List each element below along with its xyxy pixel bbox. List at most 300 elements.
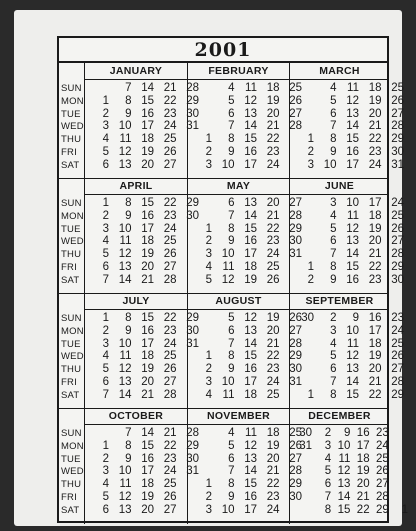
weekday-label: FRI [61,262,77,273]
day-number: 27 [289,324,302,337]
day-number: 3 [307,158,314,171]
day-number: 22 [266,133,280,146]
day-number: 10 [118,120,132,133]
day-number: 8 [125,312,132,324]
day-number: 10 [337,439,351,452]
day-number: 26 [163,491,177,503]
day-number: 26 [289,312,302,324]
day-number: 9 [330,146,337,158]
day-number: 27 [391,363,404,376]
weekday-label: FRI [61,147,77,158]
day-number: 24 [163,465,177,478]
day-number: 3 [330,197,337,209]
day-number: 24 [266,376,280,388]
day-number: 2 [330,312,337,324]
day-number: 1 [307,133,314,146]
day-number: 30 [391,273,404,286]
quarter-row [59,178,404,294]
day-number: 7 [125,82,132,94]
day-number: 15 [141,94,154,107]
day-number: 19 [368,94,382,107]
day-number: 10 [118,337,132,350]
day-number: 20 [266,324,280,337]
day-number: 17 [141,337,154,350]
day-number: 20 [141,158,154,171]
day-number: 23 [391,312,404,324]
day-number: 29 [186,439,199,452]
month-name: NOVEMBER [188,408,289,425]
day-number: 31 [299,439,312,452]
month-september [289,293,404,408]
weekday-label: TUE [61,453,81,465]
weekday-label: WED [61,466,84,478]
day-number: 13 [244,107,257,120]
day-number: 2 [205,235,212,248]
day-number: 2 [205,491,212,503]
day-number: 4 [324,452,332,465]
day-number: 16 [346,273,359,286]
day-number: 6 [228,107,235,120]
day-number: 20 [356,478,370,491]
day-number: 21 [368,376,382,388]
month-name: JUNE [290,178,389,195]
weekday-label: THU [61,364,82,376]
month-february [187,63,302,178]
weekday-column [59,63,85,178]
day-number: 4 [228,82,235,94]
day-number: 13 [118,261,132,273]
day-number: 23 [163,452,177,465]
month-july [85,293,199,408]
day-number: 23 [266,363,280,376]
day-number: 8 [125,439,132,452]
day-number: 11 [222,388,235,401]
weekday-label: MON [61,95,84,107]
day-number: 17 [244,376,257,388]
day-number: 31 [186,337,199,350]
day-number: 30 [186,452,199,465]
day-number: 6 [330,235,337,248]
day-number: 24 [266,503,280,516]
day-number: 1 [102,439,109,452]
day-number: 7 [125,427,132,439]
day-number: 21 [368,248,382,261]
day-number: 27 [289,452,302,465]
day-number: 9 [228,146,235,158]
day-number: 26 [376,465,389,478]
day-number: 22 [266,350,280,363]
month-name: JULY [85,293,187,310]
day-number: 6 [324,478,332,491]
day-number: 14 [118,273,132,286]
day-number: 18 [266,82,280,94]
day-number: 31 [186,120,199,133]
day-number: 25 [266,388,280,401]
day-number: 3 [205,158,212,171]
day-number: 11 [338,452,351,465]
day-number: 20 [141,503,154,516]
day-number: 17 [346,158,359,171]
day-number: 1 [205,222,212,235]
day-number: 7 [330,248,337,261]
day-number: 8 [228,133,235,146]
day-number: 6 [102,376,109,388]
day-number: 22 [356,503,370,516]
month-name: DECEMBER [290,408,389,425]
weekday-column [59,178,85,293]
day-number: 16 [141,209,154,222]
day-number: 12 [118,248,132,261]
day-number: 15 [337,503,351,516]
day-number: 17 [141,222,154,235]
day-number: 4 [102,478,109,491]
day-number: 5 [330,350,337,363]
day-number: 8 [228,222,235,235]
day-number: 7 [330,376,337,388]
day-number: 18 [368,337,382,350]
day-number: 20 [266,452,280,465]
calendar-grid [57,36,408,523]
day-number: 15 [244,478,257,491]
quarter-row [59,408,408,524]
day-number: 20 [368,363,382,376]
day-number: 15 [244,350,257,363]
month-june [289,178,404,293]
day-number: 20 [141,376,154,388]
day-number: 11 [347,209,359,222]
day-number: 1 [102,94,109,107]
day-number: 18 [266,427,280,439]
day-number: 22 [163,197,177,209]
weekday-column [59,293,85,408]
weekday-label: SAT [61,159,80,171]
day-number: 28 [186,82,199,94]
day-number: 11 [119,350,132,363]
day-number: 16 [244,491,257,503]
day-number: 21 [141,273,154,286]
day-number: 1 [205,133,212,146]
day-number: 19 [266,439,280,452]
day-number: 28 [391,120,404,133]
day-number: 8 [330,261,337,273]
day-number: 15 [244,222,257,235]
month-august [187,293,302,408]
day-number: 16 [368,312,382,324]
day-number: 9 [343,427,351,439]
day-number: 10 [221,158,235,171]
day-number: 11 [245,82,257,94]
day-number: 14 [141,82,154,94]
weekday-label: MON [61,440,84,452]
day-number: 20 [141,261,154,273]
day-number: 10 [323,158,337,171]
day-number: 20 [368,107,382,120]
day-number: 7 [228,209,235,222]
day-number: 5 [102,363,109,376]
day-number: 11 [347,337,359,350]
day-number: 18 [141,478,154,491]
day-number: 8 [330,388,337,401]
day-number: 2 [102,324,109,337]
weekday-label: WED [61,236,84,248]
day-number: 25 [266,261,280,273]
day-number: 27 [289,107,302,120]
month-january [85,63,199,178]
day-number: 8 [125,94,132,107]
day-number: 18 [368,209,382,222]
day-number: 5 [228,94,235,107]
day-number: 23 [368,273,382,286]
day-number: 10 [221,376,235,388]
day-number: 15 [141,197,154,209]
day-number: 7 [330,120,337,133]
day-number: 21 [141,388,154,401]
weekday-label: MON [61,210,84,222]
day-number: 3 [102,465,109,478]
day-number: 11 [119,235,132,248]
day-number: 5 [102,491,109,503]
day-number: 3 [324,439,332,452]
weekday-label: THU [61,249,82,261]
day-number: 4 [330,82,337,94]
day-number: 18 [356,452,370,465]
day-number: 4 [205,388,212,401]
day-number: 1 [102,312,109,324]
day-number: 22 [266,478,280,491]
day-number: 26 [391,350,404,363]
day-number: 1 [307,261,314,273]
day-number: 23 [266,235,280,248]
day-number: 7 [228,465,235,478]
day-number: 29 [391,388,404,401]
day-number: 16 [346,146,359,158]
day-number: 2 [307,273,314,286]
day-number: 16 [356,427,370,439]
month-october [85,408,199,524]
day-number: 19 [266,312,280,324]
day-number: 3 [205,376,212,388]
day-number: 29 [289,222,302,235]
day-number: 14 [244,120,257,133]
month-name: MARCH [290,63,389,80]
day-number: 18 [368,82,382,94]
day-number: 26 [163,146,177,158]
day-number: 4 [228,427,235,439]
calendar-card [14,10,408,526]
weekday-label: SUN [61,313,82,324]
weekday-column [59,408,85,524]
day-number: 8 [228,478,235,491]
day-number: 16 [244,363,257,376]
day-number: 16 [244,146,257,158]
day-number: 26 [289,94,302,107]
day-number: 4 [330,337,337,350]
day-number: 24 [391,324,404,337]
day-number: 21 [356,491,370,503]
day-number: 14 [337,491,351,503]
day-number: 23 [368,146,382,158]
day-number: 23 [376,427,389,439]
day-number: 28 [289,465,302,478]
day-number: 17 [356,439,370,452]
day-number: 9 [125,209,132,222]
day-number: 16 [244,235,257,248]
day-number: 25 [376,452,389,465]
day-number: 5 [102,248,109,261]
weekday-label: WED [61,351,84,363]
day-number: 13 [337,478,351,491]
day-number: 24 [163,337,177,350]
day-number: 6 [330,107,337,120]
day-number: 12 [337,465,351,478]
day-number: 2 [102,209,109,222]
day-number: 9 [125,452,132,465]
day-number: 15 [141,312,154,324]
year-title: 2001 [59,38,387,63]
day-number: 22 [163,312,177,324]
day-number: 29 [289,350,302,363]
day-number: 24 [163,222,177,235]
day-number: 15 [346,388,359,401]
day-number: 22 [163,439,177,452]
day-number: 17 [244,248,257,261]
day-number: 12 [244,94,257,107]
day-number: 23 [163,209,177,222]
day-number: 28 [391,248,404,261]
day-number: 13 [346,363,359,376]
day-number: 25 [391,209,404,222]
day-number: 4 [205,261,212,273]
day-number: 6 [102,503,109,516]
month-name: APRIL [85,178,187,195]
day-number: 21 [163,82,177,94]
day-number: 19 [141,146,154,158]
day-number: 17 [141,120,154,133]
day-number: 25 [391,337,404,350]
day-number: 5 [228,312,235,324]
day-number: 19 [368,350,382,363]
day-number: 13 [118,503,132,516]
day-number: 4 [102,235,109,248]
day-number: 27 [376,478,389,491]
day-number: 12 [118,363,132,376]
day-number: 18 [141,235,154,248]
day-number: 14 [346,120,359,133]
day-number: 9 [228,491,235,503]
day-number: 6 [102,158,109,171]
day-number: 14 [118,388,132,401]
day-number: 21 [266,337,280,350]
day-number: 30 [301,312,314,324]
day-number: 6 [228,324,235,337]
day-number: 27 [163,261,177,273]
day-number: 22 [368,133,382,146]
weekday-label: SUN [61,428,82,439]
day-number: 13 [244,197,257,209]
day-number: 14 [141,427,154,439]
day-number: 17 [368,324,382,337]
day-number: 18 [141,350,154,363]
day-number: 27 [163,158,177,171]
day-number: 7 [228,337,235,350]
day-number: 15 [346,261,359,273]
month-name: JANUARY [85,63,187,80]
day-number: 30 [289,363,302,376]
day-number: 8 [125,197,132,209]
day-number: 3 [102,222,109,235]
day-number: 8 [330,133,337,146]
day-number: 9 [228,235,235,248]
day-number: 25 [163,133,177,146]
day-number: 26 [391,94,404,107]
day-number: 26 [289,439,302,452]
day-number: 4 [330,209,337,222]
day-number: 28 [391,376,404,388]
day-number: 12 [346,350,359,363]
day-number: 25 [163,350,177,363]
day-number: 13 [346,235,359,248]
day-number: 7 [102,273,109,286]
day-number: 31 [391,158,404,171]
day-number: 16 [141,324,154,337]
day-number: 12 [244,439,257,452]
day-number: 1 [401,503,408,516]
day-number: 19 [141,491,154,503]
day-number: 3 [205,248,212,261]
day-number: 28 [289,337,302,350]
month-name: AUGUST [188,293,289,310]
day-number: 23 [163,107,177,120]
day-number: 10 [346,197,359,209]
day-number: 17 [244,158,257,171]
day-number: 28 [163,388,177,401]
day-number: 3 [102,120,109,133]
day-number: 29 [289,478,302,491]
day-number: 10 [221,248,235,261]
day-number: 20 [368,235,382,248]
day-number: 2 [102,452,109,465]
day-number: 11 [119,133,132,146]
day-number: 1 [102,197,109,209]
day-number: 6 [228,452,235,465]
day-number: 10 [118,222,132,235]
month-name: FEBRUARY [188,63,289,80]
weekday-label: SUN [61,198,82,209]
day-number: 18 [244,261,257,273]
day-number: 27 [391,235,404,248]
day-number: 8 [324,503,332,516]
day-number: 17 [368,197,382,209]
day-number: 30 [391,146,404,158]
day-number: 27 [163,376,177,388]
day-number: 6 [102,261,109,273]
day-number: 12 [221,273,235,286]
day-number: 13 [118,376,132,388]
day-number: 22 [163,94,177,107]
day-number: 25 [163,235,177,248]
day-number: 2 [205,146,212,158]
day-number: 9 [228,363,235,376]
day-number: 2 [205,363,212,376]
day-number: 25 [163,478,177,491]
day-number: 22 [266,222,280,235]
day-number: 13 [118,158,132,171]
day-number: 30 [186,324,199,337]
day-number: 14 [346,248,359,261]
day-number: 5 [228,439,235,452]
day-number: 28 [289,120,302,133]
day-number: 27 [391,107,404,120]
